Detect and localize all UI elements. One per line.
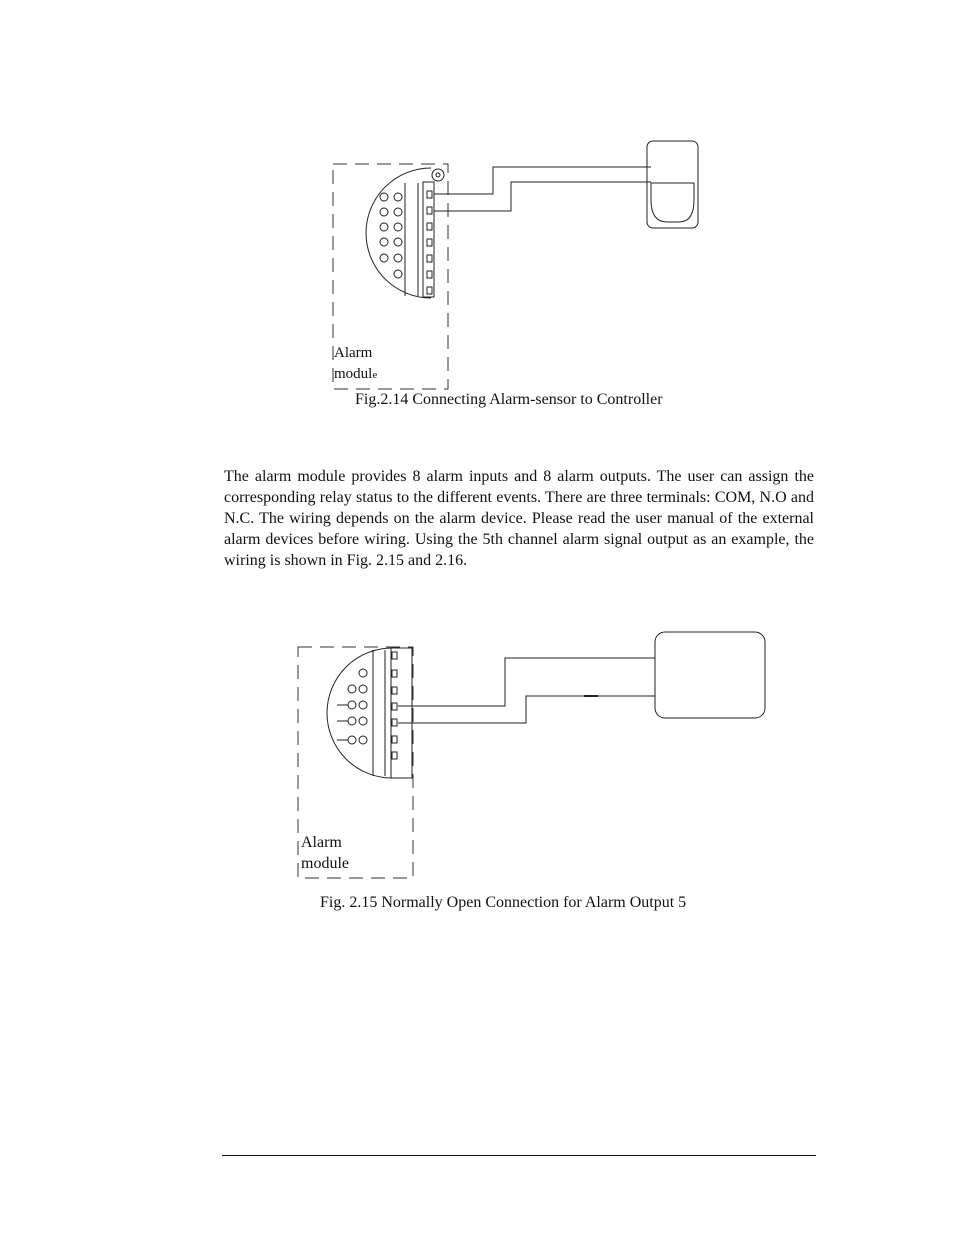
module-label-1-tail: e	[372, 369, 378, 381]
module-label-2-line2: module	[301, 855, 349, 872]
external-alarm-device	[655, 632, 765, 718]
footer-rule	[222, 1155, 816, 1156]
terminal-contacts-2	[392, 652, 397, 759]
figure-2-15-caption: Fig. 2.15 Normally Open Connection for Alarm Output 5	[320, 894, 687, 911]
screw-terminals-2	[348, 669, 367, 744]
module-label-2-line1: Alarm	[301, 834, 342, 851]
module-label-1-line2: modul	[334, 366, 373, 382]
figure-2-14-caption: Fig.2.14 Connecting Alarm-sensor to Controller	[355, 391, 663, 408]
module-label-1-line1: Alarm	[334, 345, 373, 361]
body-paragraph: The alarm module provides 8 alarm inputs and 8 alarm outputs. The user can assign the corresponding relay status to the different events. There are three terminals: COM, N.O and N.C. The wiring depends on the alarm device. Please read the user manual of the external alarm devices before wiring. Using the 5th channel alarm signal output as an example, the wiring is shown in Fig. 2.15 and 2.16.	[224, 468, 814, 569]
module-label-2	[301, 832, 349, 874]
wire-4	[398, 696, 655, 723]
module-half-circle-2	[327, 648, 392, 778]
lead-lines-2	[337, 705, 348, 740]
